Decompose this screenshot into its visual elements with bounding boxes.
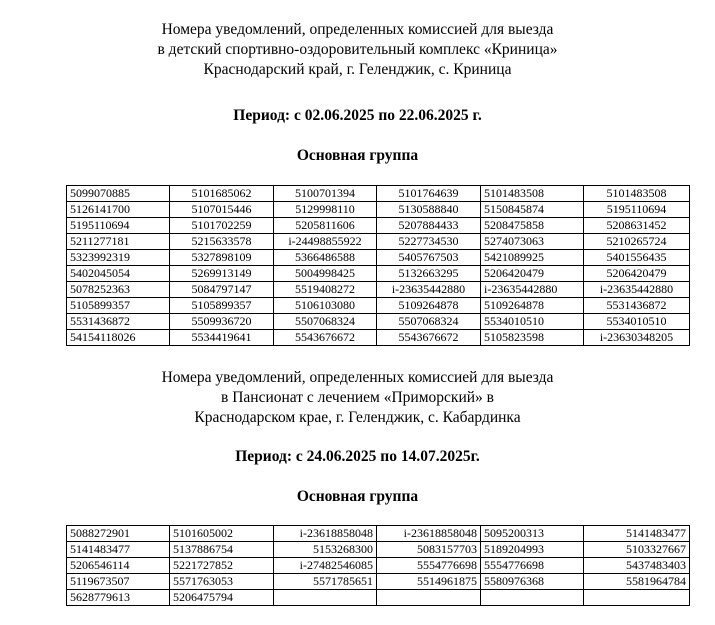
table-cell: 5571763053	[170, 574, 274, 590]
section2-table-body	[67, 526, 690, 606]
table-cell: 5543676672	[377, 330, 481, 346]
table-cell: 5141483477	[67, 542, 170, 558]
section1-table	[66, 185, 690, 346]
table-cell: 5109264878	[481, 298, 584, 314]
table-row	[67, 202, 690, 218]
table-cell: 5099070885	[67, 186, 170, 202]
table-cell: 5150845874	[481, 202, 584, 218]
table-row	[67, 218, 690, 234]
table-cell: 5221727852	[170, 558, 274, 574]
table-cell: 5208475858	[481, 218, 584, 234]
table-cell: 5554776698	[481, 558, 584, 574]
table-cell: 5628779613	[67, 590, 170, 606]
table-cell: 5004998425	[274, 266, 377, 282]
table-cell: 5534010510	[584, 314, 690, 330]
table-cell: 5078252363	[67, 282, 170, 298]
section2-heading-line-1: Номера уведомлений, определенных комиссией для выезда	[161, 369, 554, 386]
section2-heading-line-2: в Пансионат с лечением «Приморский» в	[221, 389, 494, 406]
table-cell: i-23618858048	[274, 526, 377, 542]
table-cell: 5195110694	[584, 202, 690, 218]
table-cell: 5101764639	[377, 186, 481, 202]
table-cell: 5402045054	[67, 266, 170, 282]
table-cell: 5554776698	[377, 558, 481, 574]
section1-heading-line-2: в детский спортивно-оздоровительный комплекс «Криница»	[157, 41, 558, 58]
table-cell: 5507068324	[274, 314, 377, 330]
table-cell: i-24498855922	[274, 234, 377, 250]
table-cell: 5205811606	[274, 218, 377, 234]
table-cell: 5083157703	[377, 542, 481, 558]
table-cell: 5101702259	[170, 218, 274, 234]
table-cell: 5206546114	[67, 558, 170, 574]
table-row	[67, 330, 690, 346]
section2-group-title: Основная группа	[296, 488, 419, 505]
table-cell: 5119673507	[67, 574, 170, 590]
table-row	[67, 250, 690, 266]
table-cell: i-27482546085	[274, 558, 377, 574]
table-cell: 5132663295	[377, 266, 481, 282]
section1-heading	[0, 20, 715, 80]
table-cell: 5153268300	[274, 542, 377, 558]
table-cell: 5405767503	[377, 250, 481, 266]
table-cell: 5095200313	[481, 526, 584, 542]
section1-period: Период: с 02.06.2025 по 22.06.2025 г.	[233, 107, 482, 124]
table-cell: 5580976368	[481, 574, 584, 590]
section2-heading	[0, 368, 715, 428]
table-cell: 5141483477	[584, 526, 690, 542]
table-cell: 5195110694	[67, 218, 170, 234]
table-cell: i-23618858048	[377, 526, 481, 542]
table-cell: 5106103080	[274, 298, 377, 314]
table-cell: 5101605002	[170, 526, 274, 542]
table-cell: 5109264878	[377, 298, 481, 314]
section1-heading-line-1: Номера уведомлений, определенных комиссией для выезда	[161, 21, 554, 38]
table-cell: 5207884433	[377, 218, 481, 234]
table-row	[67, 234, 690, 250]
table-cell: 5208631452	[584, 218, 690, 234]
table-cell: 5509936720	[170, 314, 274, 330]
section1-group-title: Основная группа	[296, 147, 419, 164]
table-cell: 5101483508	[584, 186, 690, 202]
table-cell: i-23630348205	[584, 330, 690, 346]
table-cell: 5189204993	[481, 542, 584, 558]
table-cell: 5531436872	[67, 314, 170, 330]
table-cell: 5327898109	[170, 250, 274, 266]
table-cell: 5206475794	[170, 590, 274, 606]
table-cell: 54154118026	[67, 330, 170, 346]
table-cell: 5421089925	[481, 250, 584, 266]
table-cell: 5534010510	[481, 314, 584, 330]
table-cell: 5401556435	[584, 250, 690, 266]
table-cell	[481, 590, 584, 606]
table-cell: 5269913149	[170, 266, 274, 282]
table-cell: 5105899357	[170, 298, 274, 314]
table-cell: 5100701394	[274, 186, 377, 202]
table-cell: i-23635442880	[481, 282, 584, 298]
table-cell: 5534419641	[170, 330, 274, 346]
table-cell: 5105899357	[67, 298, 170, 314]
section2-period: Период: с 24.06.2025 по 14.07.2025г.	[235, 448, 480, 465]
table-cell: 5437483403	[584, 558, 690, 574]
table-cell: 5581964784	[584, 574, 690, 590]
table-cell: i-23635442880	[584, 282, 690, 298]
table-cell: 5366486588	[274, 250, 377, 266]
table-cell: 5126141700	[67, 202, 170, 218]
table-cell: 5101685062	[170, 186, 274, 202]
table-cell: 5507068324	[377, 314, 481, 330]
table-cell	[584, 590, 690, 606]
section1-heading-line-3: Краснодарский край, г. Геленджик, с. Криница	[203, 61, 512, 78]
table-cell: 5531436872	[584, 298, 690, 314]
table-cell: 5519408272	[274, 282, 377, 298]
table-cell: 5084797147	[170, 282, 274, 298]
section2-heading-line-3: Краснодарском крае, г. Геленджик, с. Кабардинка	[194, 409, 521, 426]
table-cell: 5101483508	[481, 186, 584, 202]
table-cell: 5137886754	[170, 542, 274, 558]
table-cell: 5215633578	[170, 234, 274, 250]
table-cell: 5210265724	[584, 234, 690, 250]
table-cell: 5103327667	[584, 542, 690, 558]
table-cell: i-23635442880	[377, 282, 481, 298]
table-cell: 5543676672	[274, 330, 377, 346]
table-cell: 5571785651	[274, 574, 377, 590]
table-cell: 5323992319	[67, 250, 170, 266]
table-row	[67, 574, 690, 590]
table-row	[67, 314, 690, 330]
table-row	[67, 590, 690, 606]
table-cell: 5274073063	[481, 234, 584, 250]
table-cell: 5206420479	[584, 266, 690, 282]
table-cell: 5105823598	[481, 330, 584, 346]
table-cell: 5211277181	[67, 234, 170, 250]
table-row	[67, 282, 690, 298]
table-row	[67, 558, 690, 574]
table-cell: 5088272901	[67, 526, 170, 542]
table-cell	[377, 590, 481, 606]
table-row	[67, 266, 690, 282]
section2-table	[66, 525, 690, 606]
table-row	[67, 542, 690, 558]
table-cell	[274, 590, 377, 606]
table-cell: 5107015446	[170, 202, 274, 218]
table-cell: 5227734530	[377, 234, 481, 250]
table-cell: 5514961875	[377, 574, 481, 590]
table-cell: 5130588840	[377, 202, 481, 218]
table-row	[67, 186, 690, 202]
section1-table-body	[67, 186, 690, 346]
table-row	[67, 526, 690, 542]
table-cell: 5206420479	[481, 266, 584, 282]
table-row	[67, 298, 690, 314]
table-cell: 5129998110	[274, 202, 377, 218]
